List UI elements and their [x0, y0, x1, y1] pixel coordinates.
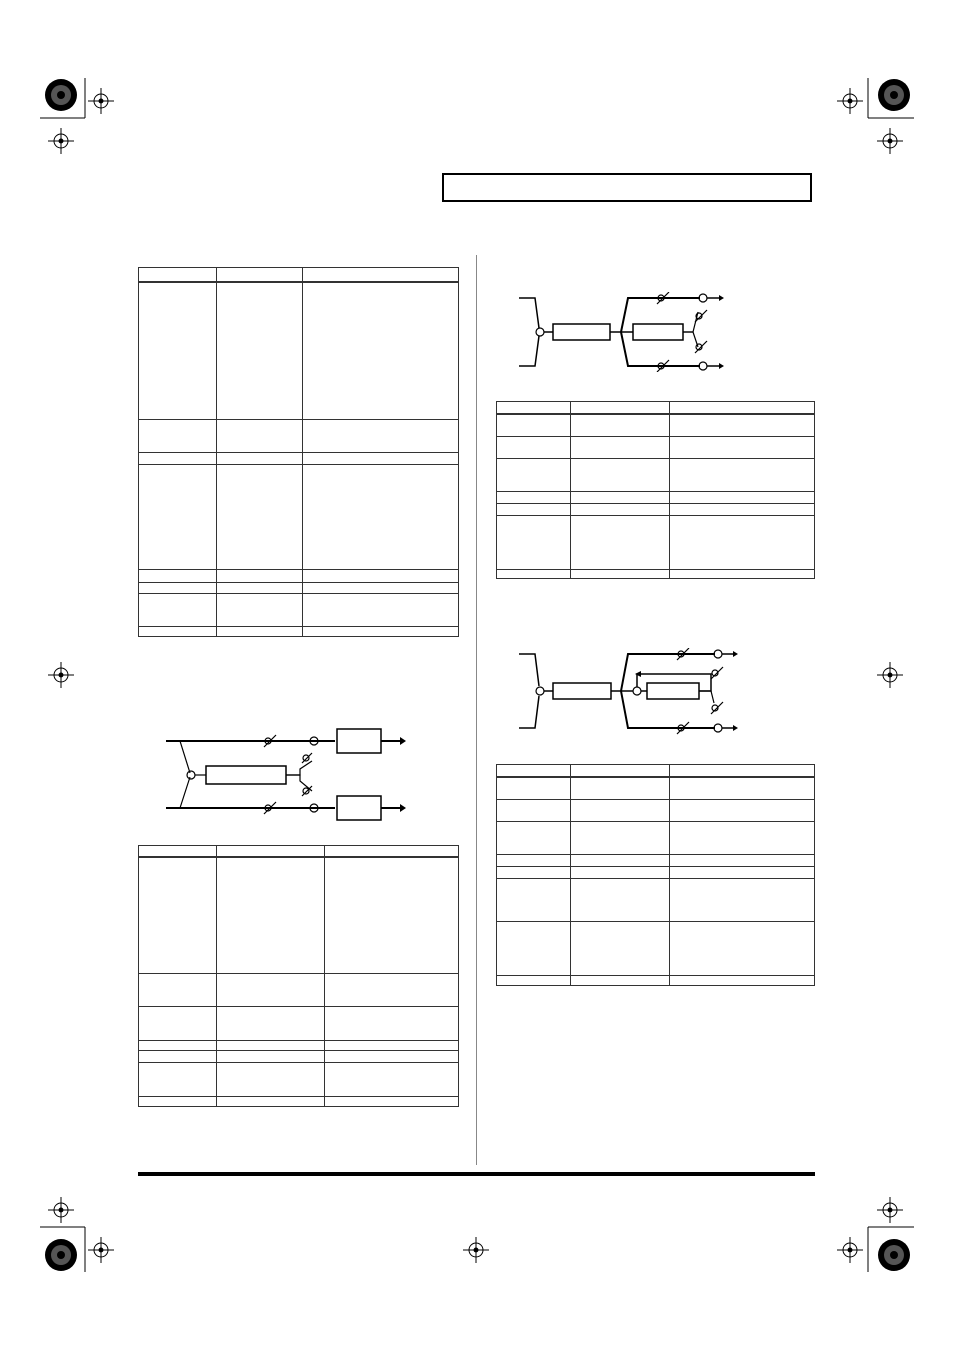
table-row [139, 419, 458, 420]
parameter-table-a [138, 267, 459, 637]
table-row [139, 464, 458, 465]
table-row [497, 821, 814, 822]
header-title-box [442, 173, 812, 202]
column-divider [570, 765, 571, 985]
sunburst-icon [45, 79, 77, 111]
table-row [139, 1050, 458, 1051]
column-divider [324, 846, 325, 1106]
table-row [497, 458, 814, 459]
table-row [497, 878, 814, 879]
column-divider [669, 402, 670, 578]
table-row [497, 921, 814, 922]
table-row [139, 1006, 458, 1007]
table-row [497, 799, 814, 800]
table-row [497, 866, 814, 867]
signal-flow-diagram-c [515, 648, 750, 738]
table-row [139, 1096, 458, 1097]
parameter-table-d [496, 764, 815, 986]
table-row [497, 515, 814, 516]
signal-flow-diagram-a [160, 725, 420, 825]
parameter-table-b [138, 845, 459, 1107]
table-row [139, 569, 458, 570]
table-row [139, 973, 458, 974]
table-row [139, 452, 458, 453]
table-row [497, 975, 814, 976]
table-row [497, 436, 814, 437]
table-row [139, 626, 458, 627]
footer-rule [138, 1172, 815, 1176]
sunburst-icon [878, 1239, 910, 1271]
signal-flow-diagram-b [515, 292, 745, 372]
table-row [139, 1062, 458, 1063]
table-row [139, 593, 458, 594]
table-row [497, 503, 814, 504]
table-row [139, 1040, 458, 1041]
table-row [497, 491, 814, 492]
parameter-table-c [496, 401, 815, 579]
sunburst-icon [878, 79, 910, 111]
table-row [139, 582, 458, 583]
table-header-row [139, 846, 458, 858]
sunburst-icon [45, 1239, 77, 1271]
table-row [497, 854, 814, 855]
table-header-row [497, 402, 814, 415]
table-header-row [497, 765, 814, 778]
table-header-row [139, 268, 458, 283]
column-divider [476, 255, 477, 1165]
column-divider [570, 402, 571, 578]
table-row [497, 569, 814, 570]
column-divider [669, 765, 670, 985]
column-divider [216, 846, 217, 1106]
